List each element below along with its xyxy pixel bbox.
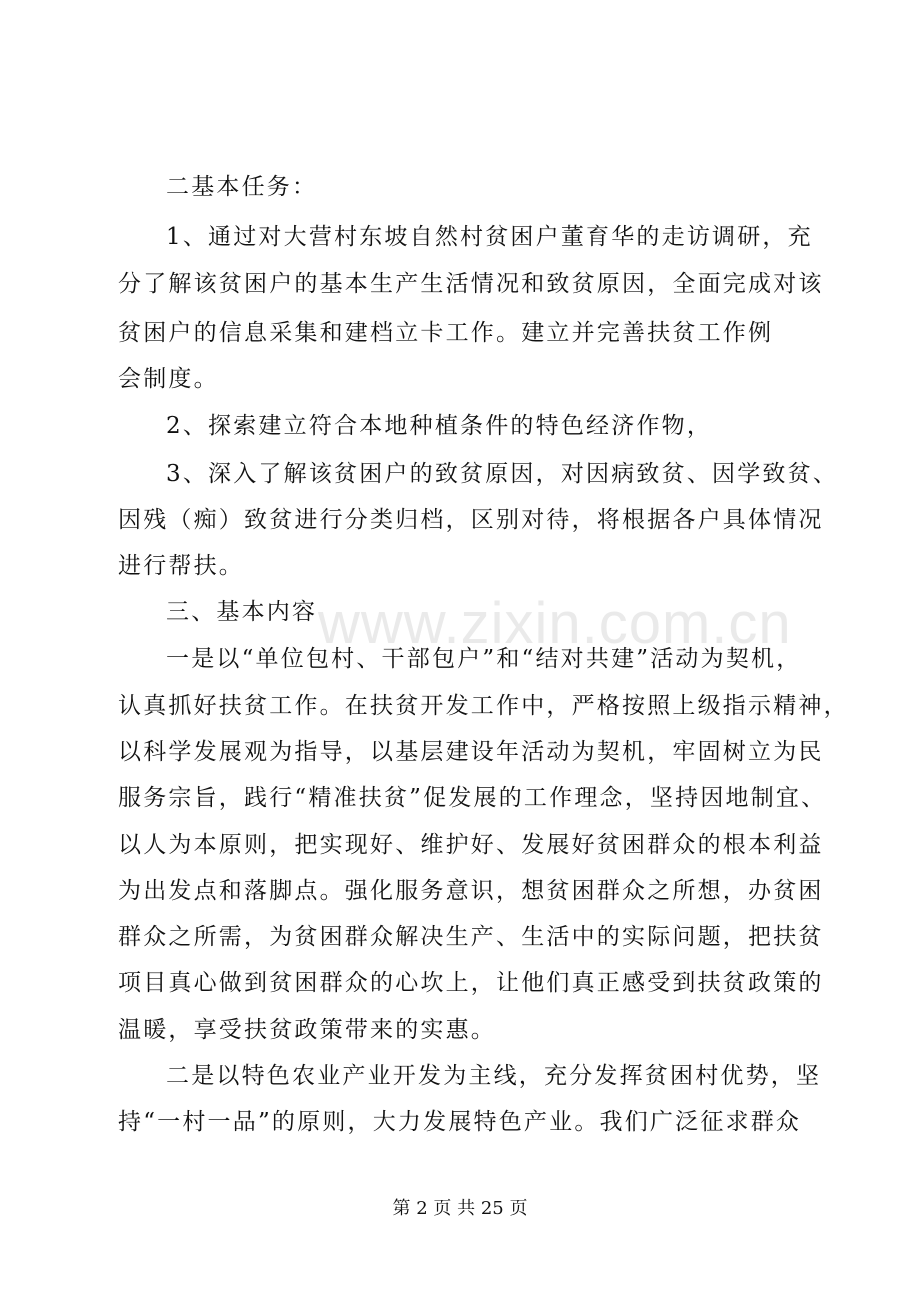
body-line: 会制度。 xyxy=(118,366,219,392)
body-line: 温暖，享受扶贫政策带来的实惠。 xyxy=(118,1017,496,1043)
body-line: 项目真心做到贫困群众的心坎上，让他们真正感受到扶贫政策的 xyxy=(118,970,824,996)
body-line: 分了解该贫困户的基本生产生活情况和致贫原因，全面完成对该 xyxy=(118,271,824,297)
body-line: 认真抓好扶贫工作。在扶贫开发工作中，严格按照上级指示精神， xyxy=(118,693,849,719)
page-number-footer: 第 2 页 共 25 页 xyxy=(392,1198,528,1219)
body-line: 群众之所需，为贫困群众解决生产、生活中的实际问题，把扶贫 xyxy=(118,924,824,950)
body-line: 一是以“单位包村、干部包户”和“结对共建”活动为契机， xyxy=(166,646,802,672)
body-line: 以科学发展观为指导，以基层建设年活动为契机，牢固树立为民 xyxy=(118,739,824,765)
section-heading-basic-tasks: 二基本任务： xyxy=(166,174,318,200)
body-line: 1、通过对大营村东坡自然村贫困户董育华的走访调研，充 xyxy=(166,224,813,250)
body-line: 因残（痴）致贫进行分类归档，区别对待，将根据各户具体情况 xyxy=(118,507,824,533)
body-line: 贫困户的信息采集和建档立卡工作。建立并完善扶贫工作例 xyxy=(118,320,774,346)
section-heading-basic-content: 三、基本内容 xyxy=(166,599,318,625)
body-line: 为出发点和落脚点。强化服务意识，想贫困群众之所想，办贫困 xyxy=(118,878,824,904)
body-line: 二是以特色农业产业开发为主线，充分发挥贫困村优势，坚 xyxy=(166,1063,822,1089)
body-line: 持“一村一品”的原则，大力发展特色产业。我们广泛征求群众 xyxy=(118,1109,802,1135)
watermark-text: www.zixin.com.cn xyxy=(318,591,792,656)
body-line: 3、深入了解该贫困户的致贫原因，对因病致贫、因学致贫、 xyxy=(166,461,839,487)
body-line: 服务宗旨，践行“精准扶贫”促发展的工作理念，坚持因地制宜、 xyxy=(118,785,827,811)
body-line: 以人为本原则，把实现好、维护好、发展好贫困群众的根本利益 xyxy=(118,832,824,858)
body-line: 2、探索建立符合本地种植条件的特色经济作物， xyxy=(166,413,713,439)
body-line: 进行帮扶。 xyxy=(118,553,244,579)
